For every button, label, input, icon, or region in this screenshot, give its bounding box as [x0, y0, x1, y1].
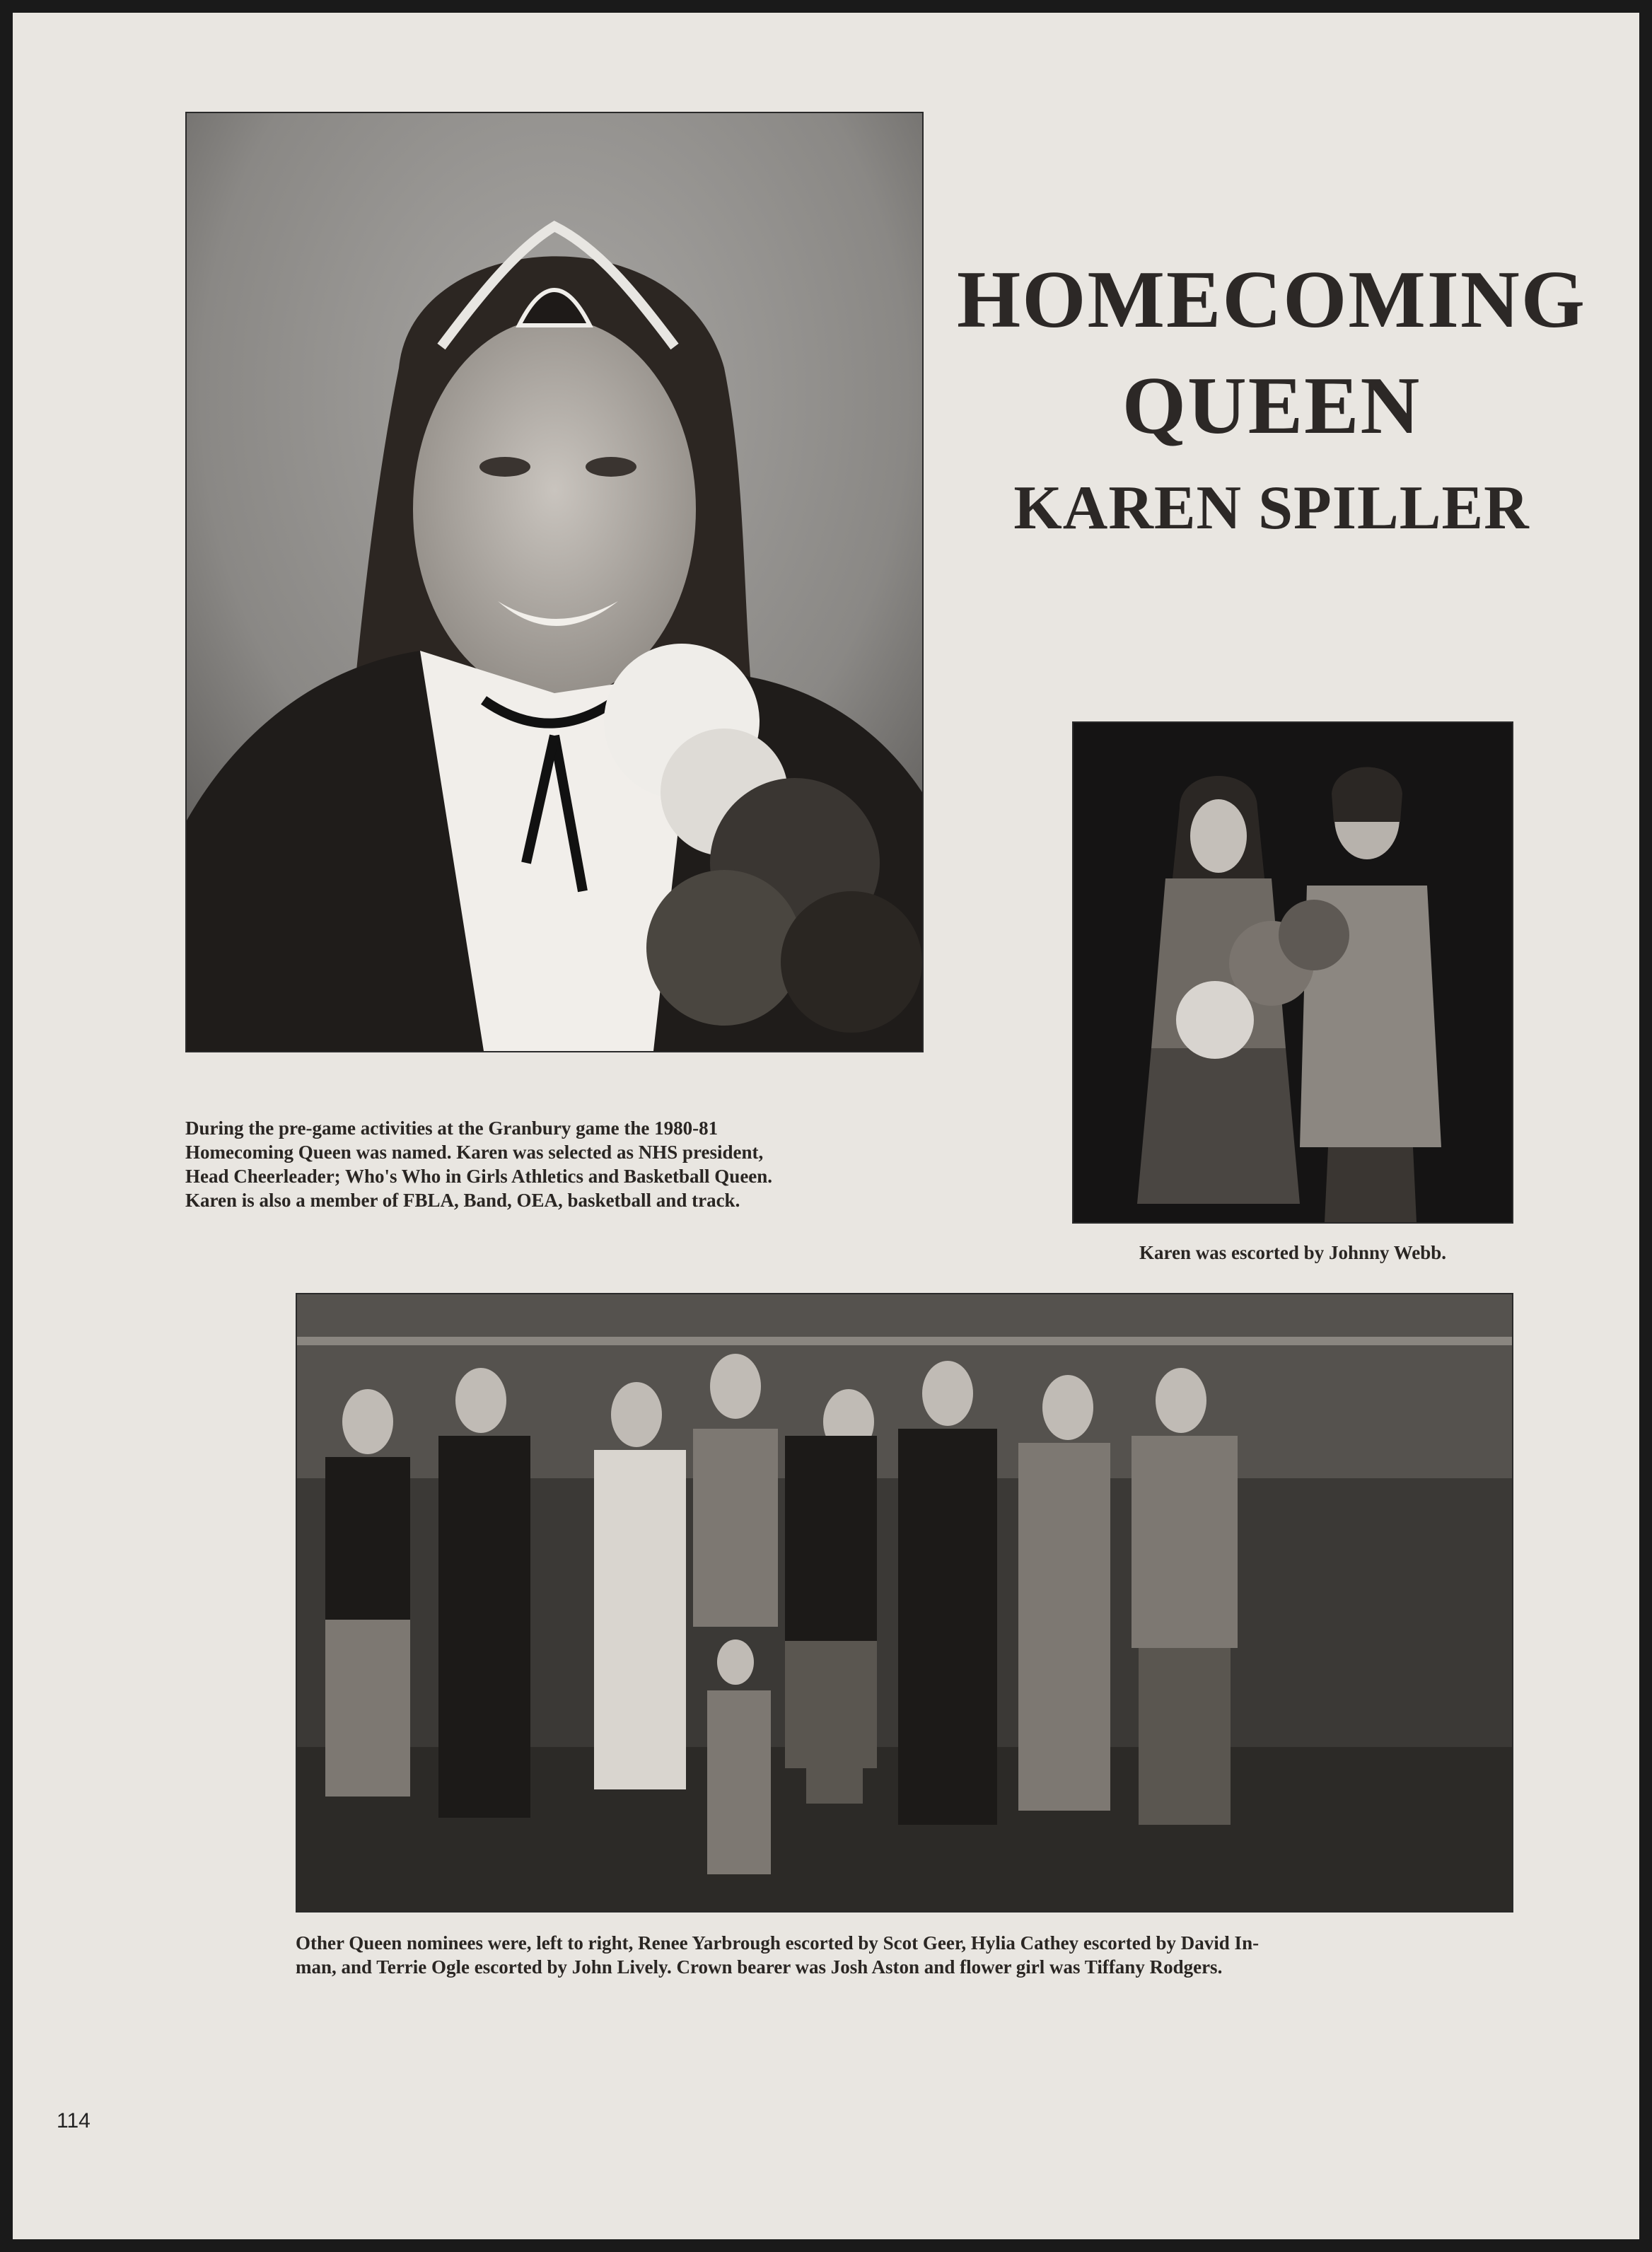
group-caption-line: Other Queen nominees were, left to right, Renee Yarbrough escorted by Scot Geer, Hylia Cathey escorted by David In-: [296, 1932, 1260, 1954]
group-caption-line: man, and Terrie Ogle escorted by John Lively. Crown bearer was Josh Aston and flower girl was Tiffany Rodgers.: [296, 1956, 1223, 1978]
page-number: 114: [57, 2109, 91, 2132]
main-caption: [185, 1116, 949, 1212]
escort-photo: [1072, 721, 1513, 1224]
queen-name: KAREN SPILLER: [1013, 474, 1530, 542]
main-caption-line: During the pre-game activities at the Granbury game the 1980-81: [185, 1118, 719, 1139]
title-line-homecoming: HOMECOMING: [957, 255, 1586, 345]
nominees-group-photo: [296, 1293, 1513, 1913]
group-caption: [296, 1931, 1512, 1979]
main-caption-line: Head Cheerleader; Who's Who in Girls Athletics and Basketball Queen.: [185, 1166, 773, 1187]
queen-portrait-photo: [185, 112, 924, 1052]
title-line-queen: QUEEN: [1122, 361, 1421, 451]
yearbook-page: [13, 13, 1639, 2239]
escort-caption: Karen was escorted by Johnny Webb.: [1139, 1242, 1447, 1263]
main-caption-line: Homecoming Queen was named. Karen was selected as NHS president,: [185, 1142, 764, 1163]
main-caption-line: Karen is also a member of FBLA, Band, OEA, basketball and track.: [185, 1190, 740, 1211]
